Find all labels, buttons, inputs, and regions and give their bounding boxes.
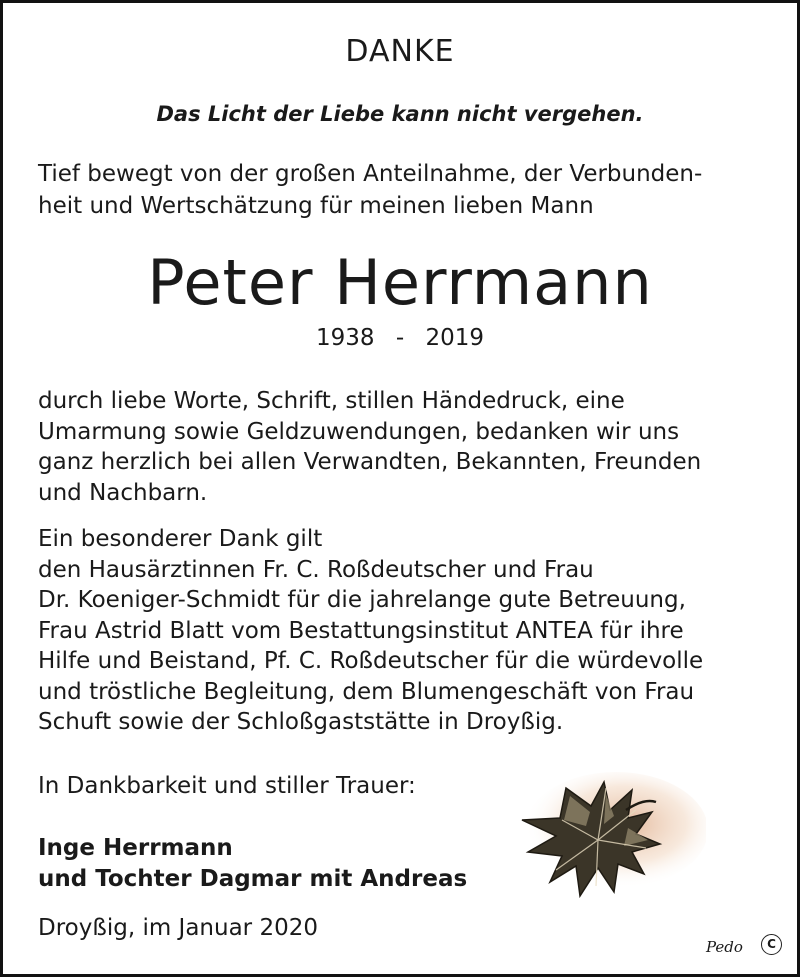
paragraph-line: und tröstliche Begleitung, dem Blumengeschäft von Frau: [38, 678, 695, 705]
closing-line: In Dankbarkeit und stiller Trauer:: [38, 773, 416, 799]
thanks-paragraph: [38, 386, 778, 508]
paragraph-line: und Nachbarn.: [38, 479, 208, 506]
signer-name: Inge Herrmann: [38, 835, 233, 861]
paragraph-line: den Hausärztinnen Fr. C. Roßdeutscher und Frau: [38, 556, 594, 583]
paragraph-line: Umarmung sowie Geldzuwendungen, bedanken wir uns: [38, 418, 680, 445]
paragraph-line: Hilfe und Beistand, Pf. C. Roßdeutscher für die würdevolle: [38, 648, 704, 674]
notice-heading: DANKE: [345, 34, 455, 69]
copyright-icon: C: [761, 934, 782, 955]
life-dates: 1938 - 2019: [316, 325, 484, 351]
motto: Das Licht der Liebe kann nicht vergehen.: [156, 102, 644, 126]
special-thanks-paragraph: [38, 524, 778, 738]
paragraph-line: Frau Astrid Blatt vom Bestattungsinstitut ANTEA für ihre: [38, 617, 684, 644]
paragraph-line: durch liebe Worte, Schrift, stillen Händedruck, eine: [38, 388, 625, 414]
paragraph-line: Schuft sowie der Schloßgaststätte in Droyßig.: [38, 709, 564, 735]
paragraph-line: Ein besonderer Dank gilt: [38, 526, 323, 552]
intro-text: [38, 158, 768, 222]
intro-line: heit und Wertschätzung für meinen lieben Mann: [38, 193, 594, 219]
autumn-leaf-icon: [506, 768, 706, 918]
credit: Pedo: [706, 938, 743, 956]
deceased-name: Peter Herrmann: [147, 246, 653, 319]
signer-name: und Tochter Dagmar mit Andreas: [38, 866, 468, 892]
paragraph-line: Dr. Koeniger-Schmidt für die jahrelange gute Betreuung,: [38, 587, 686, 613]
paragraph-line: ganz herzlich bei allen Verwandten, Bekannten, Freunden: [38, 449, 702, 475]
signers: [38, 833, 467, 895]
place-date: Droyßig, im Januar 2020: [38, 915, 318, 941]
intro-line: Tief bewegt von der großen Anteilnahme, der Verbunden-: [38, 161, 703, 187]
